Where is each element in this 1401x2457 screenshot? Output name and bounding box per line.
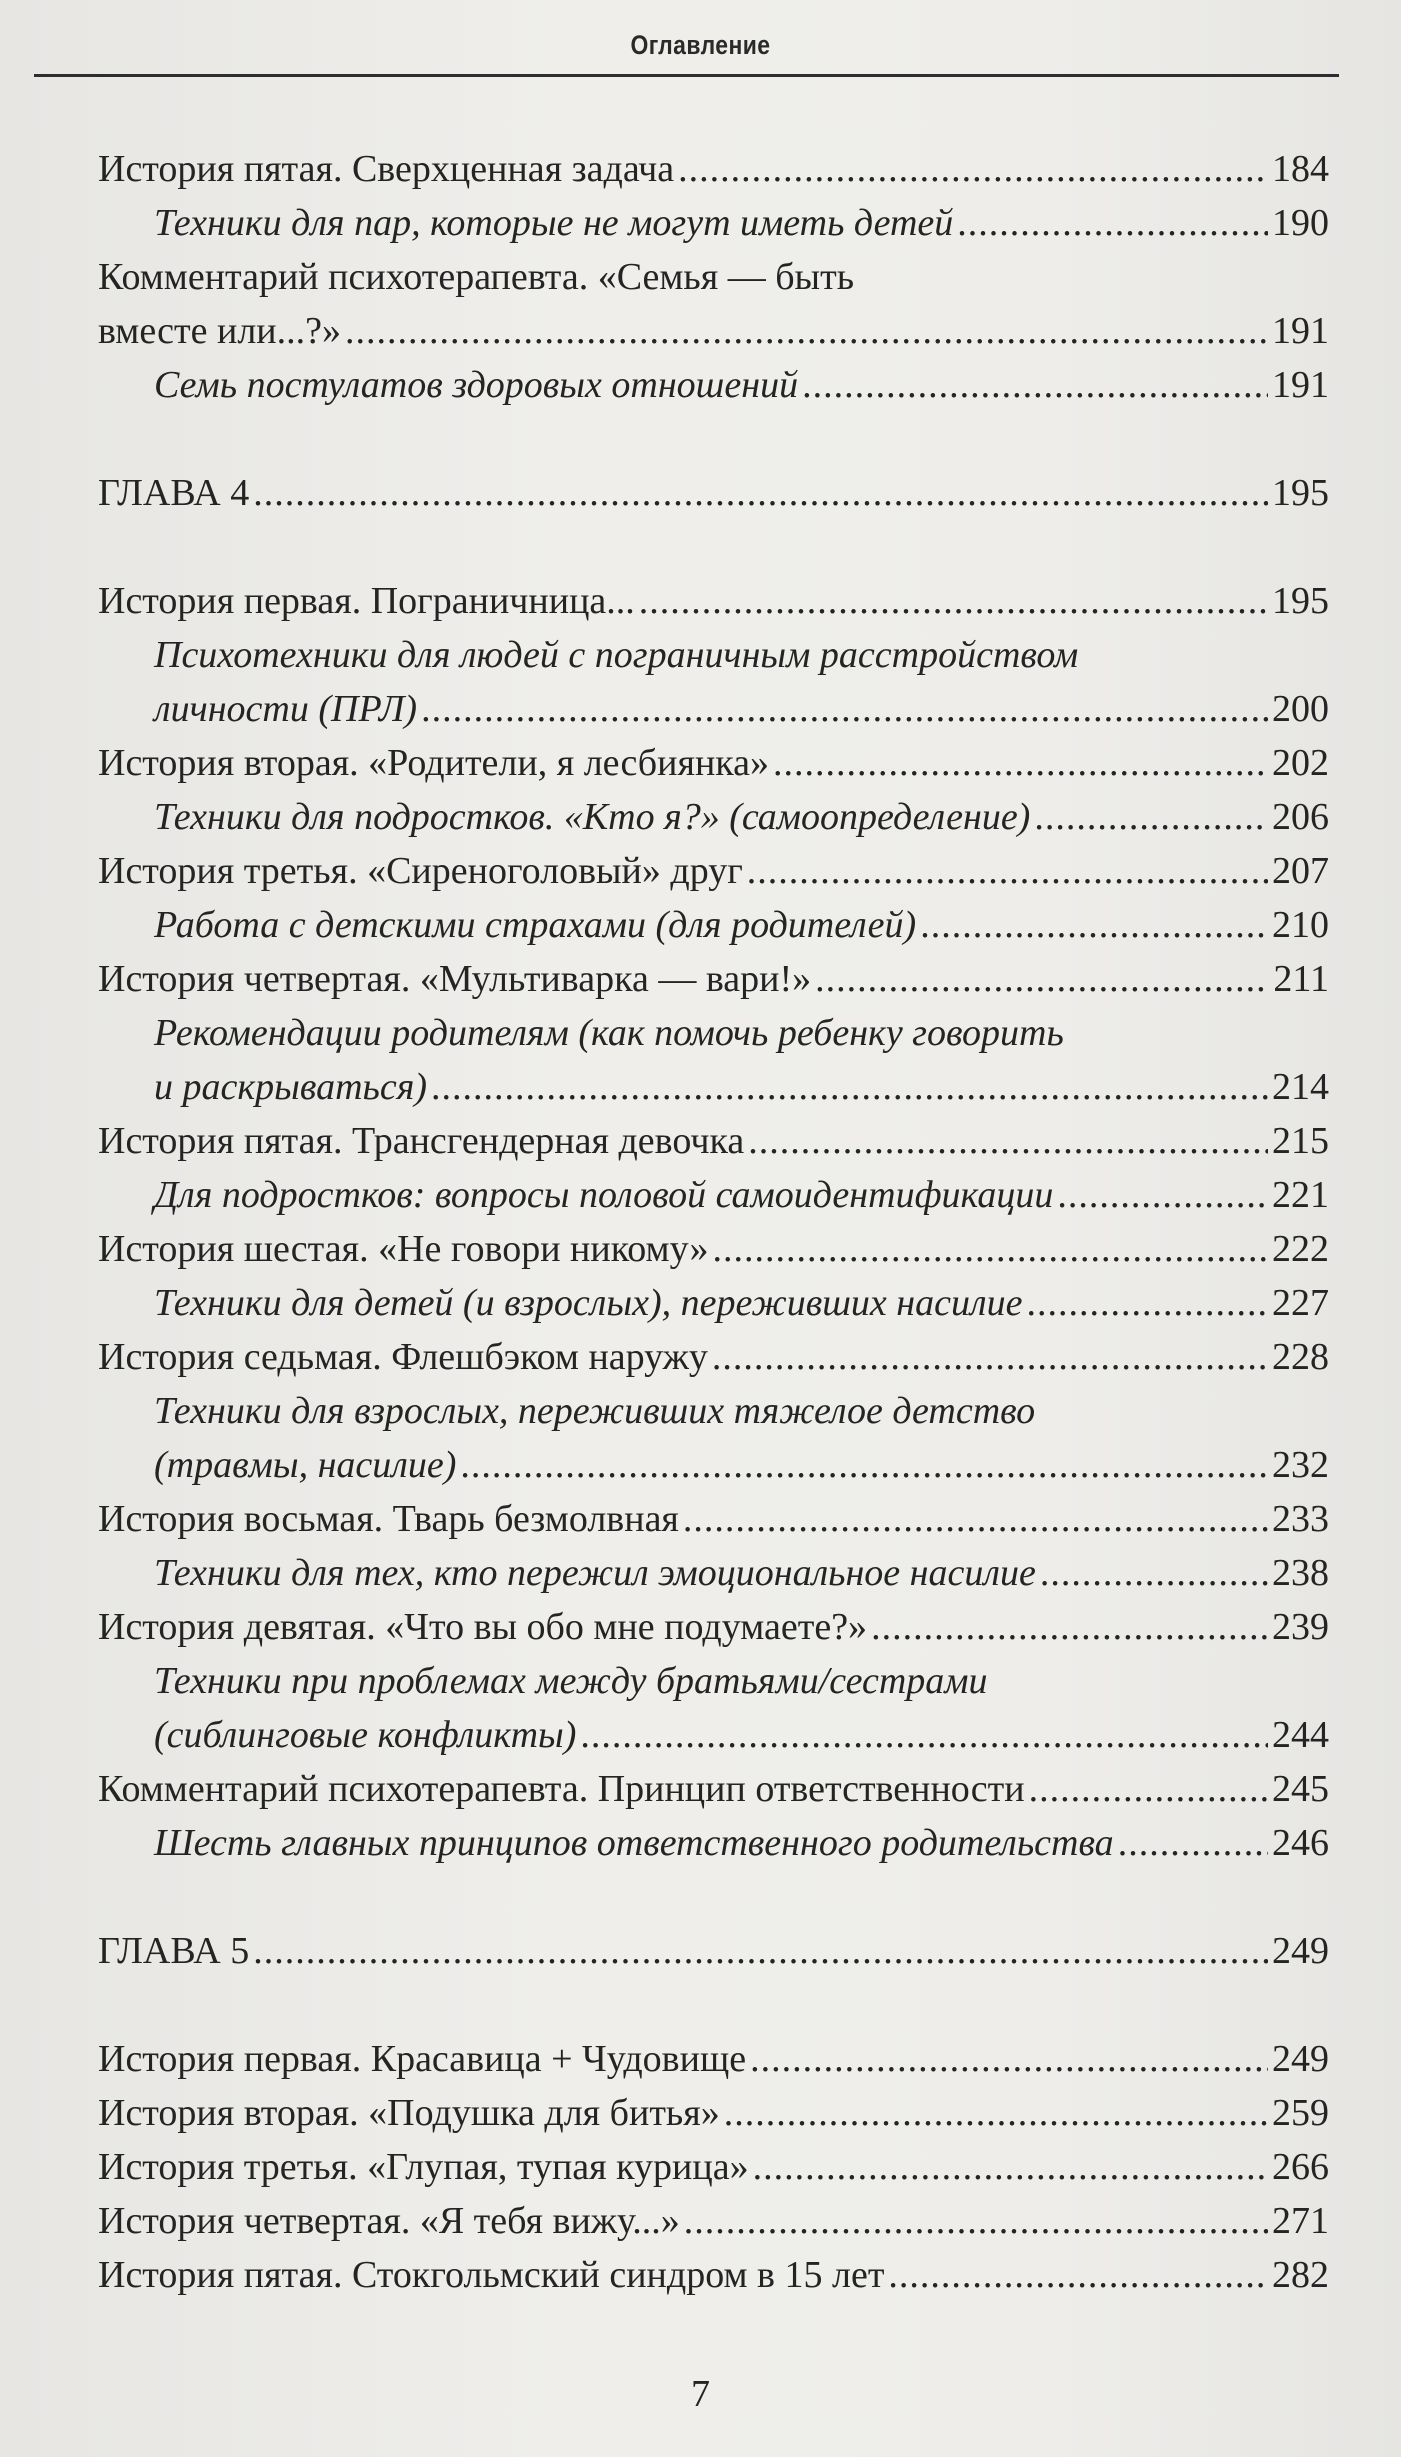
dot-leader bbox=[753, 2140, 1268, 2194]
toc-entry-title: История третья. «Сиреноголовый» друг bbox=[98, 850, 743, 892]
toc-entry-page: 191 bbox=[1272, 310, 1329, 352]
toc-entry bbox=[98, 1492, 1329, 1546]
toc-entry-page: 195 bbox=[1272, 472, 1329, 514]
toc-entry-page: 221 bbox=[1272, 1174, 1329, 1216]
toc-entry-page: 245 bbox=[1272, 1768, 1329, 1810]
toc-entry-title: История пятая. Сверхценная задача bbox=[98, 148, 675, 190]
dot-leader bbox=[1040, 1546, 1268, 1600]
dot-leader bbox=[1118, 1816, 1268, 1870]
toc-entry-title: История пятая. Трансгендерная девочка bbox=[98, 1120, 745, 1162]
toc-subentry bbox=[154, 1168, 1329, 1222]
toc-entry-page: 239 bbox=[1272, 1606, 1329, 1648]
dot-leader bbox=[683, 1492, 1268, 1546]
toc-subentry-title-line1: Техники при проблемах между братьями/сестрами bbox=[154, 1660, 988, 1702]
toc-entry bbox=[98, 2086, 1329, 2140]
dot-leader bbox=[580, 1708, 1268, 1762]
dot-leader bbox=[802, 358, 1268, 412]
dot-leader bbox=[724, 2086, 1268, 2140]
dot-leader bbox=[1026, 1276, 1268, 1330]
toc-entry-title: (травмы, насилие) bbox=[154, 1444, 457, 1486]
dot-leader bbox=[815, 952, 1269, 1006]
toc-entry bbox=[98, 142, 1329, 196]
dot-leader bbox=[684, 2194, 1268, 2248]
dot-leader bbox=[773, 736, 1268, 790]
toc-entry-title: История третья. «Глупая, тупая курица» bbox=[98, 2146, 749, 2188]
toc-entry-title: Техники для тех, кто пережил эмоциональное насилие bbox=[154, 1552, 1036, 1594]
toc-entry-title: Комментарий психотерапевта. Принцип ответственности bbox=[98, 1768, 1025, 1810]
chapter-title: ГЛАВА 4 bbox=[98, 472, 250, 514]
toc-entry-page: 266 bbox=[1272, 2146, 1329, 2188]
toc-entry-page: 228 bbox=[1272, 1336, 1329, 1378]
toc-entry-title: личности (ПРЛ) bbox=[154, 688, 418, 730]
toc-entry-page: 246 bbox=[1272, 1822, 1329, 1864]
toc-subentry bbox=[154, 1060, 1329, 1114]
toc-entry-page: 190 bbox=[1272, 202, 1329, 244]
toc-entry bbox=[98, 736, 1329, 790]
running-header-title: Оглавление bbox=[630, 30, 771, 60]
toc-subentry bbox=[154, 1708, 1329, 1762]
toc-entry-title: Техники для детей (и взрослых), переживших насилие bbox=[154, 1282, 1023, 1324]
toc-entry-title: История четвертая. «Я тебя вижу...» bbox=[98, 2200, 680, 2242]
toc-entry-title: История первая. Красавица + Чудовище bbox=[98, 2038, 747, 2080]
toc-entry-page: 214 bbox=[1272, 1066, 1329, 1108]
toc-entry bbox=[98, 1222, 1329, 1276]
toc-subentry bbox=[154, 196, 1329, 250]
toc-entry bbox=[98, 304, 1329, 358]
toc-entry-title: Семь постулатов здоровых отношений bbox=[154, 364, 799, 406]
toc-entry-page: 195 bbox=[1272, 580, 1329, 622]
toc-subentry-title-line1: Психотехники для людей с пограничным расстройством bbox=[154, 634, 1079, 676]
toc-entry-page: 215 bbox=[1272, 1120, 1329, 1162]
dot-leader bbox=[888, 2248, 1268, 2302]
toc-subentry bbox=[154, 1816, 1329, 1870]
toc-entry-page: 259 bbox=[1272, 2092, 1329, 2134]
chapter-title: ГЛАВА 5 bbox=[98, 1930, 250, 1972]
toc-entry-page: 282 bbox=[1272, 2254, 1329, 2296]
dot-leader bbox=[421, 682, 1268, 736]
toc-subentry-title-line1: Техники для взрослых, переживших тяжелое детство bbox=[154, 1390, 1036, 1432]
toc-entry-title: и раскрываться) bbox=[154, 1066, 428, 1108]
dot-leader bbox=[748, 1114, 1268, 1168]
toc-entry-title: вместе или...?» bbox=[98, 310, 341, 352]
toc-entry-page: 249 bbox=[1272, 2038, 1329, 2080]
dot-leader bbox=[253, 466, 1268, 520]
toc-entry-page: 202 bbox=[1272, 742, 1329, 784]
dot-leader bbox=[1057, 1168, 1268, 1222]
dot-leader bbox=[431, 1060, 1268, 1114]
toc-entry-title-line1: Комментарий психотерапевта. «Семья — быть bbox=[98, 256, 855, 298]
dot-leader bbox=[678, 142, 1268, 196]
dot-leader bbox=[871, 1600, 1268, 1654]
toc-entry-title: Техники для пар, которые не могут иметь детей bbox=[154, 202, 954, 244]
toc-entry-title: История вторая. «Подушка для битья» bbox=[98, 2092, 720, 2134]
toc-entry-page: 206 bbox=[1272, 796, 1329, 838]
toc-chapter bbox=[98, 1924, 1329, 1978]
dot-leader bbox=[750, 2032, 1268, 2086]
toc-entry-title: История девятая. «Что вы обо мне подумаете?» bbox=[98, 1606, 868, 1648]
toc-entry-title: История пятая. Стокгольмский синдром в 15 лет bbox=[98, 2254, 885, 2296]
toc-entry-title: История восьмая. Тварь безмолвная bbox=[98, 1498, 679, 1540]
toc-entry-page: 227 bbox=[1272, 1282, 1329, 1324]
dot-leader bbox=[713, 1222, 1268, 1276]
toc-entry-title: (сиблинговые конфликты) bbox=[154, 1714, 577, 1756]
toc-entry-title: История шестая. «Не говори никому» bbox=[98, 1228, 709, 1270]
toc-entry-page: 244 bbox=[1272, 1714, 1329, 1756]
toc-subentry bbox=[154, 1276, 1329, 1330]
toc-entry bbox=[98, 1762, 1329, 1816]
dot-leader bbox=[712, 1330, 1268, 1384]
toc-entry bbox=[98, 844, 1329, 898]
toc-subentry-title-line1: Рекомендации родителям (как помочь ребенку говорить bbox=[154, 1012, 1064, 1054]
toc-subentry bbox=[154, 898, 1329, 952]
toc-entry-page: 191 bbox=[1272, 364, 1329, 406]
toc-entry-page: 271 bbox=[1272, 2200, 1329, 2242]
toc-entry bbox=[98, 2194, 1329, 2248]
toc-entry-page: 210 bbox=[1272, 904, 1329, 946]
dot-leader bbox=[1034, 790, 1268, 844]
dot-leader bbox=[920, 898, 1268, 952]
toc-entry-title: Для подростков: вопросы половой самоидентификации bbox=[154, 1174, 1054, 1216]
toc-entry bbox=[98, 574, 1329, 628]
toc-entry bbox=[98, 952, 1329, 1006]
dot-leader bbox=[1029, 1762, 1268, 1816]
dot-leader bbox=[639, 574, 1268, 628]
toc-entry-title: Шесть главных принципов ответственного родительства bbox=[154, 1822, 1114, 1864]
toc-entry-page: 232 bbox=[1272, 1444, 1329, 1486]
toc-entry-page: 200 bbox=[1272, 688, 1329, 730]
dot-leader bbox=[345, 304, 1268, 358]
toc-entry-title: История первая. Пограничница... bbox=[98, 580, 635, 622]
toc-entry-page: 249 bbox=[1272, 1930, 1329, 1972]
toc-subentry bbox=[154, 1438, 1329, 1492]
toc-entry-page: 207 bbox=[1272, 850, 1329, 892]
toc-entry-page: 238 bbox=[1272, 1552, 1329, 1594]
toc-entry bbox=[98, 1600, 1329, 1654]
page-number: 7 bbox=[691, 2373, 710, 2415]
toc-entry bbox=[98, 1114, 1329, 1168]
toc-entry-page: 184 bbox=[1272, 148, 1329, 190]
toc-entry-page: 211 bbox=[1273, 958, 1329, 1000]
toc-chapter bbox=[98, 466, 1329, 520]
dot-leader bbox=[253, 1924, 1268, 1978]
toc-subentry bbox=[154, 1546, 1329, 1600]
toc-entry bbox=[98, 2140, 1329, 2194]
dot-leader bbox=[747, 844, 1268, 898]
dot-leader bbox=[460, 1438, 1268, 1492]
toc-entry-title: Работа с детскими страхами (для родителей) bbox=[154, 904, 917, 946]
dot-leader bbox=[957, 196, 1268, 250]
toc-entry bbox=[98, 2248, 1329, 2302]
toc-entry-title: История вторая. «Родители, я лесбиянка» bbox=[98, 742, 770, 784]
toc-entry bbox=[98, 1330, 1329, 1384]
toc-subentry bbox=[154, 790, 1329, 844]
toc-entry-title: История четвертая. «Мультиварка — вари!» bbox=[98, 958, 812, 1000]
toc-entry-page: 222 bbox=[1272, 1228, 1329, 1270]
toc-entry bbox=[98, 2032, 1329, 2086]
toc-entry-title: Техники для подростков. «Кто я?» (самоопределение) bbox=[154, 796, 1031, 838]
toc-entry-title: История седьмая. Флешбэком наружу bbox=[98, 1336, 708, 1378]
toc-entry-page: 233 bbox=[1272, 1498, 1329, 1540]
toc-subentry bbox=[154, 358, 1329, 412]
toc-subentry bbox=[154, 682, 1329, 736]
